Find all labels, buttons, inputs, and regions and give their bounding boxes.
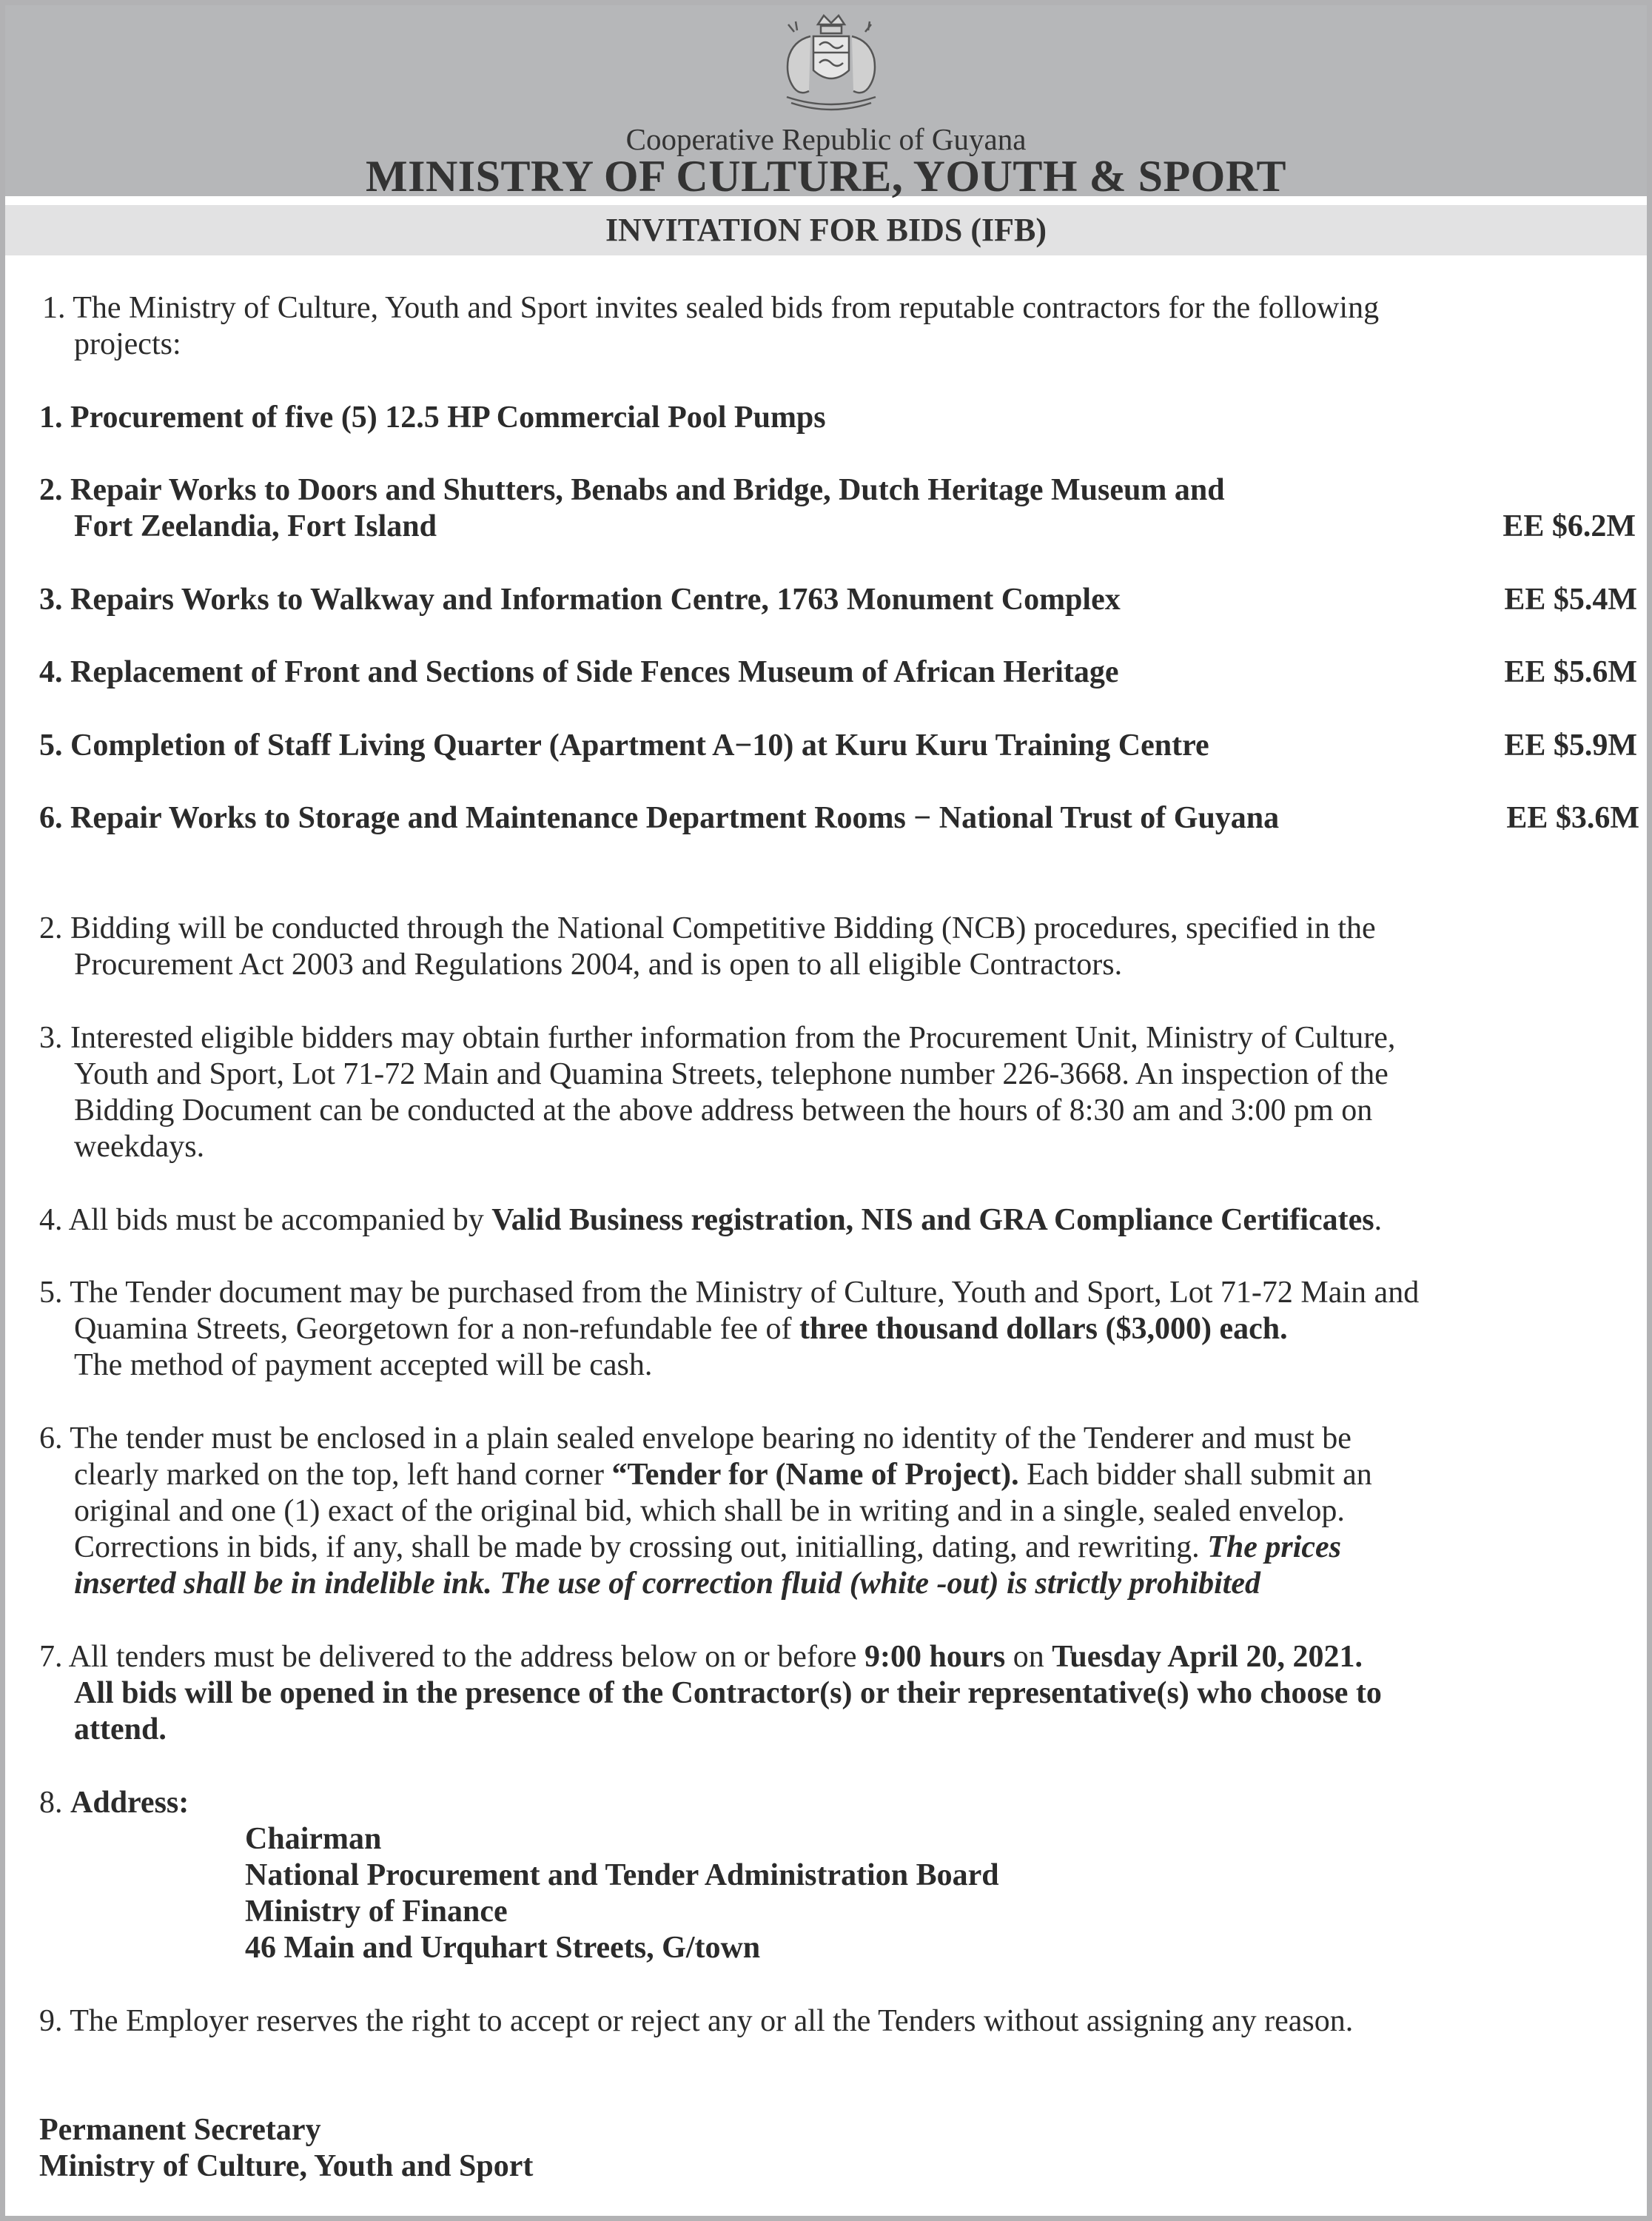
paragraph-line: [39, 1202, 1382, 1239]
text-run: 4. All bids must be accompanied by: [39, 1203, 492, 1237]
text-run: clearly marked on the top, left hand corner: [74, 1458, 612, 1492]
deadline-time: 9:00 hours: [864, 1640, 1006, 1674]
paragraph-line: weekdays.: [74, 1130, 205, 1164]
address-heading: [39, 1785, 189, 1821]
project-item: 2. Repair Works to Doors and Shutters, Benabs and Bridge, Dutch Heritage Museum and: [39, 473, 1225, 507]
intro-line: 1. The Ministry of Culture, Youth and Sport invites sealed bids from reputable contractors for the following: [42, 291, 1380, 325]
address-line: Ministry of Finance: [245, 1895, 508, 1929]
estimate-value: EE $5.4M: [1504, 583, 1637, 617]
estimate-value: EE $6.2M: [1502, 509, 1636, 543]
signature-title: Permanent Secretary: [39, 2113, 321, 2147]
envelope-marking: “Tender for (Name of Project).: [611, 1458, 1019, 1492]
required-documents: Valid Business registration, NIS and GRA Compliance Certificates: [491, 1203, 1374, 1237]
text-run: .: [1374, 1203, 1383, 1237]
text-run: on: [1005, 1640, 1052, 1674]
intro-line: projects:: [74, 327, 181, 361]
paragraph-line: [74, 1530, 1341, 1566]
text-run: 7. All tenders must be delivered to the address below on or before: [39, 1640, 865, 1674]
page-title: INVITATION FOR BIDS (IFB): [605, 212, 1047, 248]
text-run: Quamina Streets, Georgetown for a non-refundable fee of: [74, 1312, 800, 1346]
paragraph-line: 5. The Tender document may be purchased from the Ministry of Culture, Youth and Sport, Lot 71-72 Main and: [39, 1276, 1420, 1310]
coat-of-arms-icon: [772, 14, 890, 116]
paragraph-line: [74, 1457, 1372, 1493]
paragraph-line: The method of payment accepted will be cash.: [74, 1348, 653, 1382]
paragraph-line: [39, 1639, 1363, 1675]
estimate-value: EE $5.6M: [1504, 655, 1637, 689]
address-line: 46 Main and Urquhart Streets, G/town: [245, 1931, 761, 1965]
paragraph-line: 6. The tender must be enclosed in a plain sealed envelope bearing no identity of the Tenderer and must be: [39, 1421, 1352, 1455]
ink-warning: The prices: [1207, 1530, 1341, 1564]
project-item: 3. Repairs Works to Walkway and Information Centre, 1763 Monument Complex: [39, 583, 1121, 617]
ministry-name: MINISTRY OF CULTURE, YOUTH & SPORT: [365, 152, 1287, 201]
address-line: Chairman: [245, 1822, 382, 1856]
ink-warning: inserted shall be in indelible ink. The use of correction fluid (white -out) is strictly prohibited: [74, 1567, 1261, 1601]
project-item-continued: Fort Zeelandia, Fort Island: [74, 509, 437, 543]
project-item: 4. Replacement of Front and Sections of Side Fences Museum of African Heritage: [39, 655, 1119, 689]
paragraph-line: 3. Interested eligible bidders may obtain further information from the Procurement Unit, Ministry of Culture,: [39, 1021, 1396, 1055]
project-item: 1. Procurement of five (5) 12.5 HP Commercial Pool Pumps: [39, 401, 826, 435]
paragraph-line: 9. The Employer reserves the right to accept or reject any or all the Tenders without assigning any reason.: [39, 2004, 1354, 2038]
text-run: Corrections in bids, if any, shall be made by crossing out, initialling, dating, and rewriting.: [74, 1530, 1208, 1564]
signature-org: Ministry of Culture, Youth and Sport: [39, 2149, 534, 2183]
estimate-value: EE $3.6M: [1506, 801, 1639, 835]
paragraph-line: Procurement Act 2003 and Regulations 2004, and is open to all eligible Contractors.: [74, 948, 1123, 982]
text-run: Each bidder shall submit an: [1018, 1458, 1372, 1492]
paragraph-line: [74, 1311, 1288, 1347]
masthead: [5, 5, 1647, 201]
paragraph-line: Bidding Document can be conducted at the above address between the hours of 8:30 am and 3:00 pm on: [74, 1093, 1373, 1128]
paragraph-line: All bids will be opened in the presence of the Contractor(s) or their representative(s) who choose to: [74, 1676, 1382, 1710]
text-run: 8.: [39, 1786, 70, 1820]
address-line: National Procurement and Tender Administration Board: [245, 1858, 999, 1892]
paragraph-line: attend.: [74, 1712, 167, 1746]
address-label: Address:: [70, 1786, 189, 1820]
title-bar: [5, 205, 1647, 255]
tender-fee: three thousand dollars ($3,000) each.: [799, 1312, 1288, 1346]
paragraph-line: 2. Bidding will be conducted through the National Competitive Bidding (NCB) procedures, specified in the: [39, 911, 1376, 945]
project-item: 6. Repair Works to Storage and Maintenance Department Rooms − National Trust of Guyana: [39, 801, 1280, 835]
republic-name: Cooperative Republic of Guyana: [625, 122, 1027, 156]
paragraph-line: original and one (1) exact of the original bid, which shall be in writing and in a single, sealed envelop.: [74, 1494, 1345, 1528]
deadline-date: Tuesday April 20, 2021.: [1052, 1640, 1363, 1674]
estimate-value: EE $5.9M: [1504, 728, 1637, 763]
paragraph-line: Youth and Sport, Lot 71-72 Main and Quamina Streets, telephone number 226-3668. An inspection of the: [74, 1057, 1389, 1091]
project-item: 5. Completion of Staff Living Quarter (Apartment A−10) at Kuru Kuru Training Centre: [39, 728, 1209, 763]
